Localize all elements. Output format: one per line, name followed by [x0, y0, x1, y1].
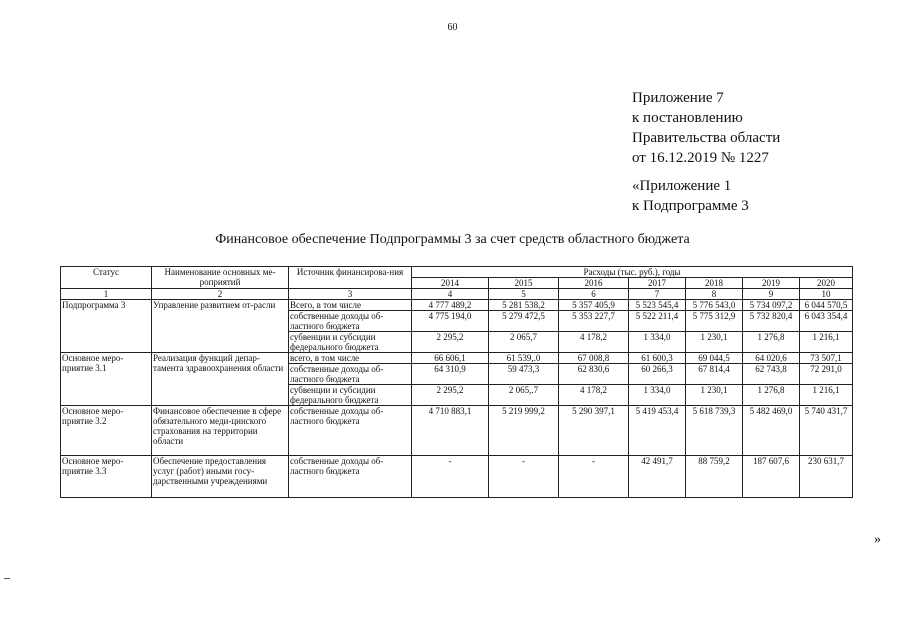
header-expenses: Расходы (тыс. руб.), годы	[412, 267, 853, 278]
year-header: 2019	[743, 278, 800, 289]
amount-cell: 4 178,2	[559, 332, 629, 353]
amount-cell: 62 743,8	[743, 364, 800, 385]
appendix-line-2: к постановлению	[632, 110, 743, 126]
amount-cell: 5 734 097,2	[743, 300, 800, 311]
funding-source-cell: субвенции и субсидии федерального бюджета	[289, 332, 412, 353]
column-index: 3	[289, 289, 412, 300]
appendix-line-4: от 16.12.2019 № 1227	[632, 150, 769, 166]
funding-source-cell: субвенции и субсидии федерального бюджета	[289, 385, 412, 406]
amount-cell: 230 631,7	[800, 456, 853, 498]
funding-source-cell: всего, в том числе	[289, 353, 412, 364]
status-cell: Основное меро-приятие 3.1	[61, 353, 152, 406]
amount-cell: 4 775 194,0	[412, 311, 489, 332]
amount-cell: 1 216,1	[800, 332, 853, 353]
amount-cell: 5 775 312,9	[686, 311, 743, 332]
table-row	[61, 406, 853, 456]
closing-quote: »	[874, 532, 881, 547]
amount-cell: 61 539,.0	[489, 353, 559, 364]
amount-cell: 64 020,6	[743, 353, 800, 364]
amount-cell: 187 607,6	[743, 456, 800, 498]
amount-cell: 5 281 538,2	[489, 300, 559, 311]
amount-cell: -	[559, 456, 629, 498]
amount-cell: 88 759,2	[686, 456, 743, 498]
amount-cell: 5 290 397,1	[559, 406, 629, 456]
amount-cell: 73 507,1	[800, 353, 853, 364]
header-row	[61, 267, 853, 278]
table-row	[61, 456, 853, 498]
amount-cell: 62 830,6	[559, 364, 629, 385]
margin-mark	[4, 578, 10, 579]
amount-cell: 5 618 739,3	[686, 406, 743, 456]
year-header: 2018	[686, 278, 743, 289]
amount-cell: 1 276,8	[743, 385, 800, 406]
amount-cell: 5 279 472,5	[489, 311, 559, 332]
amount-cell: 5 419 453,4	[629, 406, 686, 456]
amount-cell: 5 732 820,4	[743, 311, 800, 332]
amount-cell: 66 606,1	[412, 353, 489, 364]
amount-cell: 1 334,0	[629, 332, 686, 353]
column-index: 1	[61, 289, 152, 300]
amount-cell: 5 219 999,2	[489, 406, 559, 456]
column-index: 4	[412, 289, 489, 300]
table-row	[61, 300, 853, 311]
amount-cell: 1 334,0	[629, 385, 686, 406]
amount-cell: 2 065,.7	[489, 385, 559, 406]
column-index: 7	[629, 289, 686, 300]
measure-name-cell: Реализация функций депар-тамента здравоохранения области	[152, 353, 289, 406]
column-index-row	[61, 289, 853, 300]
table-body	[61, 300, 853, 498]
amount-cell: 2 295,2	[412, 332, 489, 353]
amount-cell: 5 522 211,4	[629, 311, 686, 332]
measure-name-cell: Управление развитием от-расли	[152, 300, 289, 353]
header-measure-name: Наименование основных ме-роприятий	[152, 267, 289, 289]
amount-cell: 5 776 543,0	[686, 300, 743, 311]
amount-cell: 1 216,1	[800, 385, 853, 406]
column-index: 8	[686, 289, 743, 300]
appendix-reference-line-1: «Приложение 1	[632, 178, 732, 194]
year-header: 2016	[559, 278, 629, 289]
appendix-line-1: Приложение 7	[632, 90, 724, 106]
amount-cell: 1 276,8	[743, 332, 800, 353]
amount-cell: 42 491,7	[629, 456, 686, 498]
amount-cell: -	[412, 456, 489, 498]
page-number: 60	[447, 22, 458, 33]
amount-cell: 60 266,3	[629, 364, 686, 385]
amount-cell: 67 814,4	[686, 364, 743, 385]
amount-cell: 64 310,9	[412, 364, 489, 385]
amount-cell: 5 357 405,9	[559, 300, 629, 311]
measure-name-cell: Обеспечение предоставления услуг (работ) иными госу-дарственными учреждениями	[152, 456, 289, 498]
amount-cell: 5 740 431,7	[800, 406, 853, 456]
financing-table	[60, 266, 853, 498]
amount-cell: 4 777 489,2	[412, 300, 489, 311]
amount-cell: 67 008,8	[559, 353, 629, 364]
amount-cell: 5 482 469,0	[743, 406, 800, 456]
status-cell: Основное меро-приятие 3.3	[61, 456, 152, 498]
status-cell: Основное меро-приятие 3.2	[61, 406, 152, 456]
amount-cell: 6 044 570,5	[800, 300, 853, 311]
amount-cell: 2 065,7	[489, 332, 559, 353]
table-row	[61, 353, 853, 364]
funding-source-cell: собственные доходы об-ластного бюджета	[289, 364, 412, 385]
amount-cell: 69 044,5	[686, 353, 743, 364]
appendix-reference-line-2: к Подпрограмме 3	[632, 198, 749, 214]
funding-source-cell: Всего, в том числе	[289, 300, 412, 311]
column-index: 9	[743, 289, 800, 300]
column-index: 5	[489, 289, 559, 300]
amount-cell: 1 230,1	[686, 332, 743, 353]
amount-cell: 4 178,2	[559, 385, 629, 406]
year-header: 2020	[800, 278, 853, 289]
header-status: Статус	[61, 267, 152, 289]
document-title: Финансовое обеспечение Подпрограммы 3 за счет средств областного бюджета	[215, 232, 690, 247]
measure-name-cell: Финансовое обеспечение в сфере обязательного меди-цинского страхования на территории области	[152, 406, 289, 456]
amount-cell: 59 473,3	[489, 364, 559, 385]
column-index: 10	[800, 289, 853, 300]
status-cell: Подпрограмма 3	[61, 300, 152, 353]
funding-source-cell: собственные доходы об-ластного бюджета	[289, 456, 412, 498]
funding-source-cell: собственные доходы об-ластного бюджета	[289, 311, 412, 332]
appendix-block	[632, 88, 780, 168]
amount-cell: 5 353 227,7	[559, 311, 629, 332]
amount-cell: -	[489, 456, 559, 498]
amount-cell: 5 523 545,4	[629, 300, 686, 311]
amount-cell: 2 295,2	[412, 385, 489, 406]
appendix-line-3: Правительства области	[632, 130, 781, 146]
amount-cell: 1 230,1	[686, 385, 743, 406]
year-header: 2015	[489, 278, 559, 289]
header-funding-source: Источник финансирова-ния	[289, 267, 412, 289]
amount-cell: 72 291,0	[800, 364, 853, 385]
funding-source-cell: собственные доходы об-ластного бюджета	[289, 406, 412, 456]
year-header: 2017	[629, 278, 686, 289]
amount-cell: 61 600,3	[629, 353, 686, 364]
column-index: 2	[152, 289, 289, 300]
appendix-reference-block	[632, 176, 749, 216]
year-header: 2014	[412, 278, 489, 289]
amount-cell: 6 043 354,4	[800, 311, 853, 332]
amount-cell: 4 710 883,1	[412, 406, 489, 456]
column-index: 6	[559, 289, 629, 300]
